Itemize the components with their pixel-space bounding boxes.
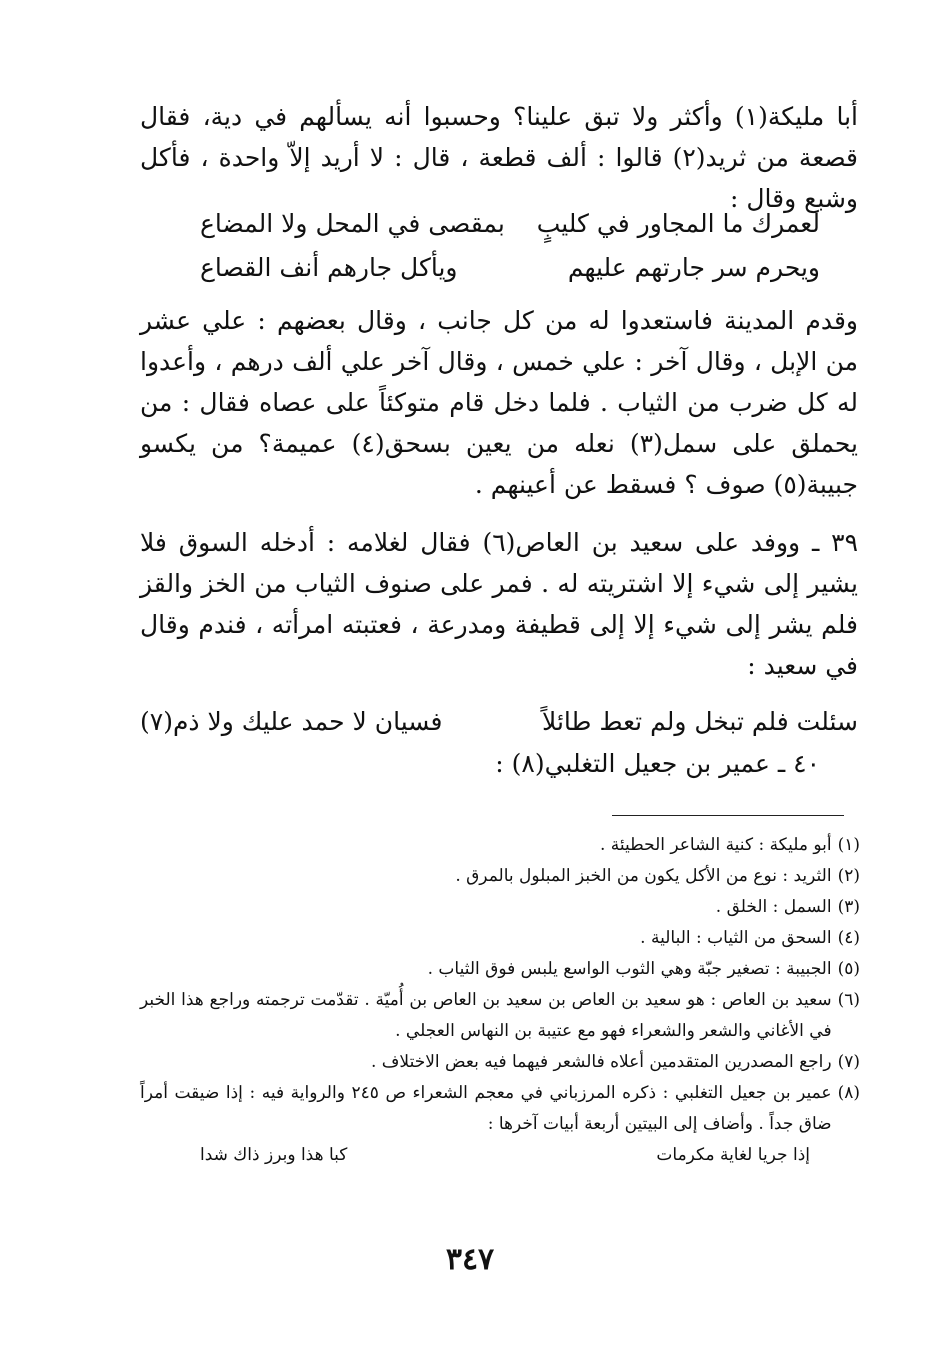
footnote	[140, 1078, 860, 1140]
footnote-text: السحق من الثياب : البالية .	[640, 928, 832, 948]
paragraph-2: وقدم المدينة فاستعدوا له من كل جانب ، وقال بعضهم : علي عشر من الإبل ، وقال آخر : علي خمس ، وقال آخر علي ألف درهم ، وأعدوا له كل ضرب من الثياب . فلما دخل قام متوكئاً على عصاه فقال : من يحملق على سمل(٣) نعله من يعين بسحق(٤) عميمة؟ من يكسو جبيبة(٥) صوف ؟ فسقط عن أعينهم .	[140, 306, 858, 499]
footnote-text: الثريد : نوع من الأكل يكون من الخبز المبلول بالمرق .	[455, 866, 832, 886]
page-number: ٣٤٧	[445, 1242, 495, 1277]
verse-hemistich: ويحرم سر جارتهم عليهم	[567, 253, 820, 282]
footnote-number: (١)	[837, 835, 860, 855]
footnote-text: السمل : الخلق .	[715, 897, 832, 917]
footnote-text: راجع المصدرين المتقدمين أعلاه فالشعر فيهما فيه بعض الاختلاف .	[371, 1052, 832, 1072]
verse-hemistich: لعمرك ما المجاور في كليبٍ	[536, 209, 820, 238]
footnote	[140, 1047, 860, 1078]
footnote-number: (٦)	[837, 990, 860, 1010]
footnote-text: سعيد بن العاص : هو سعيد بن العاص بن سعيد بن العاص بن أُميّة . تقدّمت ترجمته وراجع هذا الخبر في الأغاني والشعر والشعراء فهو مع عتيبة بن النهاس العجلي .	[140, 990, 832, 1041]
verse-hemistich: ويأكل جارهم أنف القصاع	[200, 253, 458, 282]
verse-line	[140, 700, 858, 744]
verse-hemistich: إذا جريا لغاية مكرمات	[656, 1145, 810, 1165]
footnote-text: عمير بن جعيل التغلبي : ذكره المرزباني في معجم الشعراء ص ٢٤٥ والرواية فيه : إذا ضيقت أمراً ضاق جداً . وأضاف إلى البيتين أربعة أبيات آخرها :	[140, 1083, 832, 1134]
footnote	[140, 830, 860, 861]
paragraph-39: ٣٩ ـ ووفد على سعيد بن العاص(٦) فقال لغلامه : أدخله السوق فلا يشير إلى شيء إلا اشتريته له . فمر على صنوف الثياب من الخز والقز فلم يشر إلى شيء إلا إلى قطيفة ومدرعة ، فعتبته امرأته ، فندم وقال في سعيد :	[140, 528, 858, 680]
footnote-text: الجبيبة : تصغير جبّة وهي الثوب الواسع يلبس فوق الثياب .	[427, 959, 832, 979]
footnote-number: (٣)	[837, 897, 860, 917]
footnote	[140, 923, 860, 954]
verse-block-2	[140, 700, 858, 744]
footnote-number: (٨)	[837, 1083, 860, 1103]
verse-hemistich: فسيان لا حمد عليك ولا ذم(٧)	[140, 707, 443, 736]
footnote-number: (٥)	[837, 959, 860, 979]
footnote	[140, 861, 860, 892]
footnote-number: (٢)	[837, 866, 860, 886]
verse-block-1	[200, 202, 820, 290]
footnote	[140, 985, 860, 1047]
verse-line	[200, 202, 820, 246]
footnote-number: (٤)	[837, 928, 860, 948]
footnote-text: أبو مليكة : كنية الشاعر الحطيئة .	[599, 835, 832, 855]
paragraph-1: أبا مليكة(١) وأكثر ولا تبق علينا؟ وحسبوا أنه يسألهم في دية، فقال قصعة من ثريد(٢) قالوا : ألف قطعة ، قال : لا أريد إلاّ واحدة ، فأكل وشبع وقال :	[140, 102, 859, 213]
footnote-divider	[612, 815, 844, 816]
verse-hemistich: كبا هذا وبرز ذاك شدا	[200, 1145, 348, 1165]
footnote-verse	[140, 1140, 860, 1171]
footnotes	[140, 830, 860, 1171]
footnote-number: (٧)	[837, 1052, 860, 1072]
verse-line	[200, 246, 820, 290]
verse-hemistich: بمقصى في المحل ولا المضاع	[200, 209, 505, 238]
footnote	[140, 954, 860, 985]
item-40-heading: ٤٠ ـ عمير بن جعيل التغلبي(٨) :	[495, 749, 820, 778]
footnote	[140, 892, 860, 923]
verse-hemistich: سئلت فلم تبخل ولم تعط طائلاً	[542, 707, 858, 736]
